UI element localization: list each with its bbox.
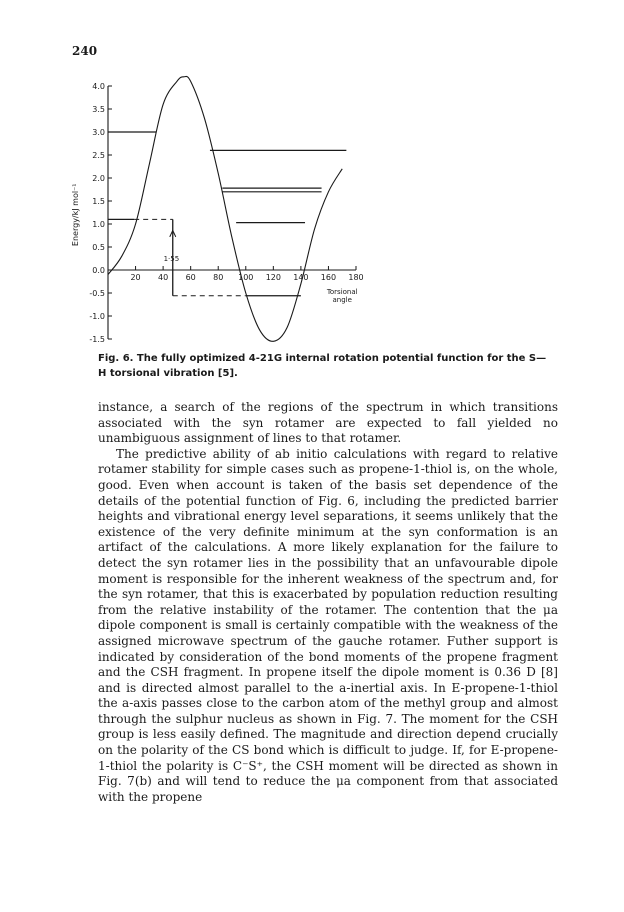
y-tick-label: -1.5 xyxy=(89,335,105,342)
y-tick-label: 1.0 xyxy=(92,220,105,229)
x-tick-label: 180 xyxy=(348,273,364,282)
figure-caption: Fig. 6. The fully optimized 4-21G internal rotation potential function for the S—H torsional vibration [5]. xyxy=(98,353,547,379)
y-tick-label: -0.5 xyxy=(89,289,105,298)
y-tick-label: -1.0 xyxy=(89,312,105,321)
y-tick-label: 3.5 xyxy=(92,105,105,114)
paragraph-1: instance, a search of the regions of the spectrum in which transitions associated with the syn rotamer are expected to fall yielded no unambiguous assignment of lines to that rotamer. xyxy=(98,400,558,446)
x-tick-label: 20 xyxy=(130,273,141,282)
body-text xyxy=(98,400,558,805)
x-tick-label: 100 xyxy=(238,273,254,282)
y-tick-label: 0.0 xyxy=(92,266,105,275)
x-tick-label: 60 xyxy=(185,273,196,282)
y-tick-label: 2.0 xyxy=(92,174,105,183)
x-tick-label: 120 xyxy=(265,273,281,282)
y-axis-label: Energy/kJ mol⁻¹ xyxy=(71,183,80,247)
page-number: 240 xyxy=(72,44,98,58)
y-tick-label: 1.5 xyxy=(92,197,105,206)
x-tick-label: 160 xyxy=(320,273,337,282)
x-tick-label: 140 xyxy=(293,273,309,282)
x-tick-label: 80 xyxy=(213,273,224,282)
x-axis-label: Torsional angle xyxy=(326,287,358,304)
x-tick-label: 40 xyxy=(158,273,169,282)
y-tick-label: 4.0 xyxy=(92,82,105,91)
separation-label: 1·55 xyxy=(163,254,180,263)
paragraph-2: The predictive ability of ab initio calculations with regard to relative rotamer stability for simple cases such as propene-1-thiol is, on the whole, good. Even when account is taken of the basis set dependence of the details of the potential function of Fig. 6, including the predicted barrier heights and vibrational energy level separations, it seems unlikely that the existence of the very definite minimum at the syn conformation is an artifact of the calculations. A more likely explanation for the failure to detect the syn rotamer lies in the possibility that an unfavourable dipole moment is responsible for the inherent weakness of the spectrum and, for the syn rotamer, that this is exacerbated by population reduction resulting from the relative instability of the rotamer. The contention that the μa dipole component is small is certainly compatible with the weakness of the assigned microwave spectrum of the gauche rotamer. Futher support is indicated by consideration of the bond moments of the propene fragment and the CSH fragment. In propene itself the dipole moment is 0.36 D [8] and is directed almost parallel to the a-inertial axis. In E-propene-1-thiol the a-axis passes close to the carbon atom of the methyl group and almost through the sulphur nucleus as shown in Fig. 7. The moment for the CSH group is less easily defined. The magnitude and direction depend crucially on the polarity of the CS bond which is difficult to judge. If, for E-propene-1-thiol the polarity is C⁻S⁺, the CSH moment will be directed as shown in Fig. 7(b) and will tend to reduce the μa component from that associated with the propene xyxy=(98,446,558,804)
potential-curve xyxy=(108,76,342,341)
y-tick-label: 0.5 xyxy=(92,243,105,252)
y-tick-label: 2.5 xyxy=(92,151,105,160)
potential-energy-figure xyxy=(60,70,380,342)
y-tick-label: 3.0 xyxy=(92,128,105,137)
